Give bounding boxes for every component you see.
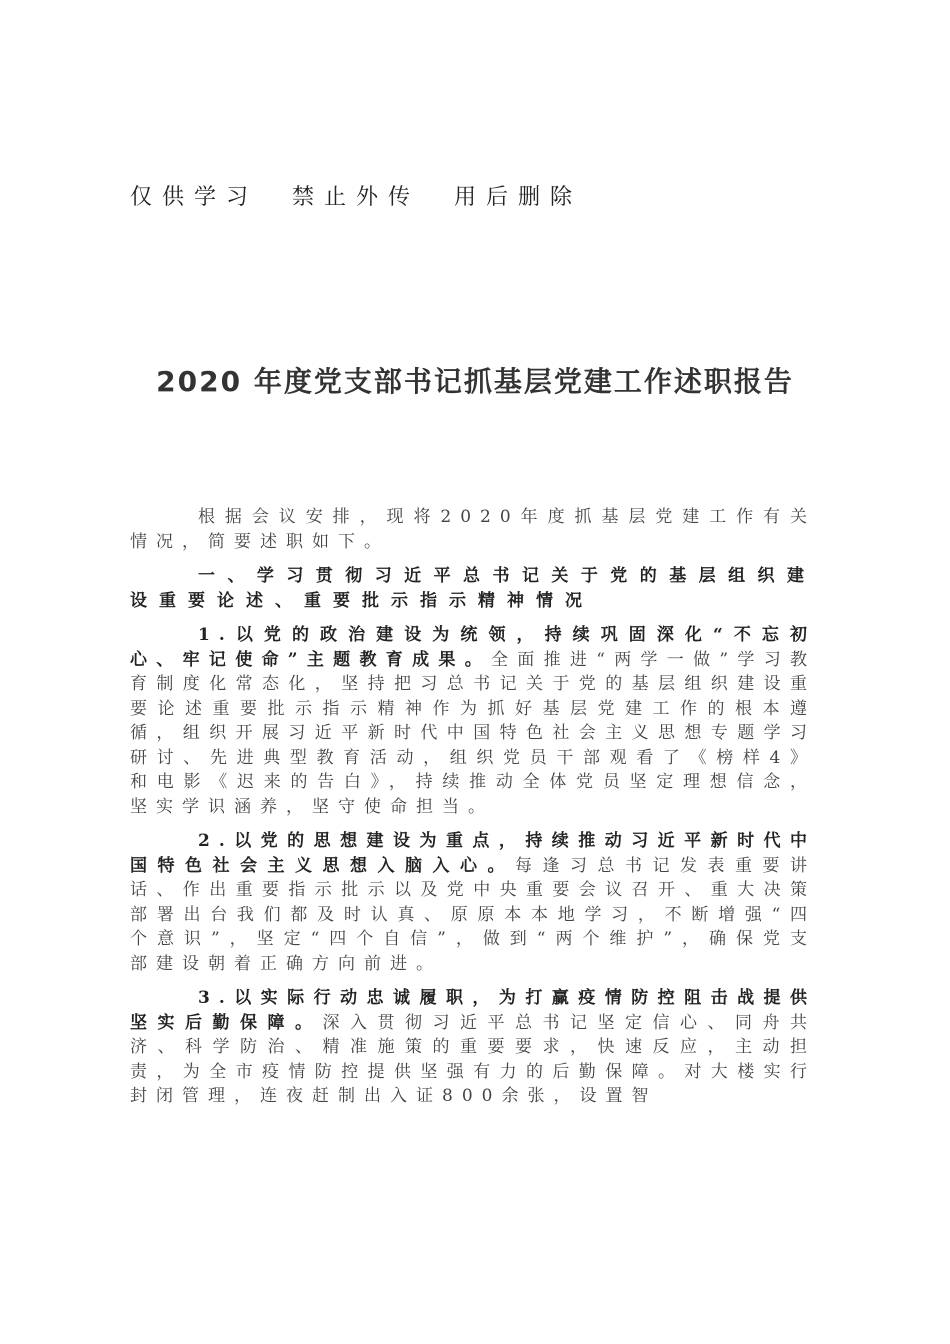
item-text-1: 全面推进“两学一做”学习教育制度化常态化，坚持把习总书记关于党的基层组织建设重要论述重要批示指示精神作为抓好基层党建工作的根本遵循，组织开展习近平新时代中国特色社会主义思想专题学习研讨、先进典型教育活动，组织党员干部观看了《榜样4》和电影《迟来的告白》，持续推动全体党员坚定理想信念，坚实学识涵养，坚守使命担当。 — [130, 649, 816, 817]
item-lead-1: 1.以党的政治建设为统领，持续巩固深化“不忘初心、牢记使命”主题教育成果。 — [130, 625, 816, 670]
watermark-notice: 仅供学习 禁止外传 用后删除 — [130, 185, 582, 210]
item-text-3: 深入贯彻习近平总书记坚定信心、同舟共济、科学防治、精准施策的重要要求，快速反应，主动担责，为全市疫情防控提供坚强有力的后勤保障。对大楼实行封闭管理，连夜赶制出入证800余张，设置智 — [130, 1012, 816, 1106]
item-lead-3: 3.以实际行动忠诚履职，为打赢疫情防控阻击战提供坚实后勤保障。 — [130, 988, 816, 1033]
intro-paragraph: 根据会议安排，现将2020年度抓基层党建工作有关情况，简要述职如下。 — [130, 507, 816, 552]
document-body — [130, 505, 816, 1119]
item-lead-2: 2.以党的思想建设为重点，持续推动习近平新时代中国特色社会主义思想入脑入心。 — [130, 831, 816, 876]
section-heading-1: 一、学习贯彻习近平总书记关于党的基层组织建设重要论述、重要批示指示精神情况 — [130, 566, 816, 611]
item-paragraph-3 — [130, 986, 816, 1109]
item-text-2: 每逢习总书记发表重要讲话、作出重要指示批示以及党中央重要会议召开、重大决策部署出台我们都及时认真、原原本本地学习，不断增强“四个意识”，坚定“四个自信”，做到“两个维护”，确保党支部建设朝着正确方向前进。 — [130, 855, 816, 974]
item-paragraph-1 — [130, 623, 816, 819]
page-title: 2020 年度党支部书记抓基层党建工作述职报告 — [156, 365, 794, 398]
item-paragraph-2 — [130, 829, 816, 976]
